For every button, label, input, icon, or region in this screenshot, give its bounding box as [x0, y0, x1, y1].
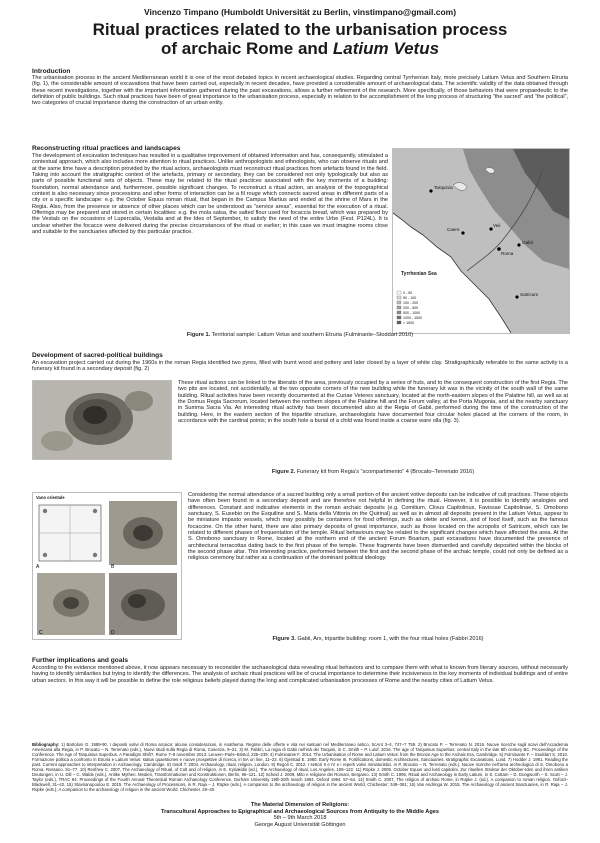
- panel-title: Vano orientale: [36, 495, 65, 500]
- figure-2-svg: [33, 381, 171, 459]
- label-satricum: Satricum: [520, 292, 539, 297]
- panel-letter-c: C: [39, 630, 43, 636]
- map-svg: [393, 149, 569, 333]
- title-line-2-italic: Latium Vetus: [332, 39, 440, 58]
- marker-gabii: [517, 243, 520, 246]
- figure-3-label: Figure 3.: [272, 636, 296, 642]
- bibliography-text: 1) Bartoloni G. 1989-90. I depositi votivi di Roma arcaica: alcune considerazioni, in Anathema. Regime delle offerte e vita nei santuari nel Mediterraneo antico, ScAnt 3–4, 747–7 759. 2) Brocato P. – Terrenato N. 2016. Nuove ricerche sugli scavi dell’Accademia Americana alla Regia, in P. Brocato – N. Terrenato (eds.), Nuovi studi sulla Regia di Roma, Cosenza, 9–21. 3) M. Fabbri, La regia di Gabii nell’età dei Tarquini, in C. Smith – P. Lulof. 2016. The age of Tarquinius Superbus: central Italy in the late 6th century BC. Proceedings of the Conference. The Age of Tarquinius Superbus, A Paradigm Shift?, Rome 7–9 november 2013. Leuven–Paris–Bristol, 225–239; 4) Fulminante F. 2014. The Urbanisation of Rome and Latium Vetus: from the Bronze Age to the Archaic Era, Cambridge. 5) Fulminante F. – Stoddart S. 2010. Formazione politica a confronto in Etruria e Latium Vetus: status quaestiones e nuove prospettive di ricerca, in BA on line, 11–22. 6) Gjerstad E. 1960. Early Rome III. Fortifications, domestic Architectures, Sanctuaries, stratigraphic Excavations, Lund. 7) Hodder J. 1991. Reading the past. Current approaches to interpretation in Archaeology, Cambridge. 8) Insoll T. 2004. Archaeology, ritual, religion. London. 9) Regoli C. 2012. I settori II e IV e i reperti votivi miniaturistici. in P. Brocato – N. Terrenato (eds.), Nuove ricerche nell’area archeologica di S. Omobono a Roma. Rossano. 51–77. 10) Renfrew C. 2007, The Archaeology of Ritual, of Cult and of religion, in E. Kyriakidis (ed.), The Archaeology of ritual, Los Angeles, 109–122. 11) Rüpke J. 2009. October Equus und lusti capitolini. Zur rituellen Struktur der Oktober-Iden und ihren antiken Deutungen, in U. Dill – C. Walde (eds.), Antike Mythen. Medien, Transformationen und Konstruktionen, Berlin, 96–121. 12) Scheid J. 2009, Mito e religione dei Romani, Bergamo. 13) Smith C. 1996, Ritual and Archaeology in Early Latium, in S. Cottam – D. Dungworth – S. Scott – J. Taylor (eds.), TRAC 94: Proceedings of the Fourth Annual Theoretical Roman Archaeology Conference. Durham University 19th-20th march 1994. Oxford 1994. 57–64. 14) Smith C. 2007, The religion of archaic Rome, in Rüpke J. (ed.), A companion to roman religion. Oxford–Blackwell, 31–42. 15) Stavrianopoulou E. 2015. The Archaeology of Processions, in R. Raja – J. Rüpke (eds.), A companion to the archaeology of religion in the ancient World, Chichester: 349–361; 16) Van Andringa W. 2015, The Archaeology of ancient Sanctuaries, in R. Raja – J. Rüpke (eds.), A companion to the archaeology of religion in the ancient World. Chichester. 29–40.: [32, 742, 569, 792]
- bibliography: [32, 742, 568, 792]
- figure-1-label: Figure 1.: [186, 332, 211, 338]
- label-roma: Roma: [501, 251, 514, 256]
- poster-title: [0, 20, 600, 58]
- footer-line-3: 5th – 9th March 2018: [273, 815, 327, 822]
- panel-letter-b: B: [111, 564, 115, 570]
- svg-text:100 - 200: 100 - 200: [403, 300, 419, 305]
- further-text: According to the evidence mentioned above, it now appears necessary to reconsider the archaeological data revealing ritual behaviors and to compare them with what is known from literary sources, without necessarily having to identify similarities but trying to identify the differences. The analysis of archaic ritual practices will be of crucial importance to determine their incisiveness in the key moments of individual buildings and of entire urban sectors. In this way it will be possible to define the role religious beliefs played during the long and complicated urbanisation processes of Rome and the nearby cities of Latium Vetus.: [32, 665, 568, 684]
- svg-text:50 - 100: 50 - 100: [403, 295, 417, 300]
- title-line-2: [0, 39, 600, 58]
- further-heading: Further implications and goals: [32, 657, 128, 664]
- figure-2-label: Figure 2.: [271, 469, 296, 475]
- intro-text: The urbanisation process in the ancient Mediterranean world it is one of the most debated topics in recent archaeological studies. Regarding central Tyrrhenian Italy, more precisely Latium Vetus and Southern Etruria (fig. 1), the considerable amount of excavations that have been carried out, especially in recent decades, have provided a considerable amount of archaeological data. The scientific validity of the data obtained through these recent investigations, together with the important information gathered during the past excavations, allows a further refinement of the research. More specifically, of those behaviors that were propaedeutic to the definition of public buildings. Such ritual practices have been of great importance to the urbanisation process, especially in relation to the accomplishment of the long process of structuring “the sacred” and “the political”, two categories of crucial importance during the construction of an urban entity.: [32, 75, 568, 107]
- figure-2-photo: [32, 380, 172, 460]
- label-tarquinia: Tarquinia: [434, 185, 453, 190]
- panel-letter-a: A: [36, 564, 40, 570]
- marker-tarquinia: [429, 189, 432, 192]
- plan-drawing: [39, 505, 101, 561]
- label-veii: Veii: [493, 223, 501, 228]
- label-gabii: Gabii: [522, 240, 533, 245]
- figure-3-caption-text: Gabii, Arx, tripartite building: room 1, with the four ritual holes (Fabbri 2016): [297, 636, 484, 642]
- intro-heading: Introduction: [32, 68, 71, 75]
- footer-line-2: Transcultural Approaches to Epigraphical and Archaeological Sources from Antiquity to the Middle Ages: [161, 808, 439, 815]
- svg-text:200 - 500: 200 - 500: [403, 305, 419, 310]
- svg-text:500 - 1000: 500 - 1000: [403, 310, 421, 315]
- svg-text:0 - 50: 0 - 50: [403, 290, 413, 295]
- figure-3-panels: [32, 492, 182, 640]
- figure-1-map: [392, 148, 570, 334]
- figure-3-caption: [188, 636, 568, 642]
- label-caere: Caere: [447, 227, 460, 232]
- footer-line-1: The Material Dimension of Religions:: [250, 802, 350, 808]
- footer-line-4: George August Universität Göttingen: [254, 821, 346, 828]
- considering-text: Considering the normal attendance of a sacred building only a small portion of the ancient votive deposits can be indicative of cult practices. These objects have often been found in a secondary deposit and are therefore not helpful in defining the ritual. However, it is possible to identify analogies and differences. Constant and indicative elements in the roman archaic deposits (e.g. Comitium, Clivus Capitolinus, Favissae Capitolinae, S. Omobono sanctuary, S. Eusebio on the Esquiline and S. Maria della Vittoria on the Quirinal) as well as in almost all deposits present in the Latium Vetus, appear to be miniature impasto vessels, which may possibly be containers for food offerings, such as olette and kernoi, and of food itself, such as the famous focaccine. On the other hand, there are also primary deposits of great importance, such as those located on the acropolis of Satricum, which can be related to different phases of frequentation of the temple. Ritual behaviours may be related to the significant changes which have affected the area. At the S. Omobono sanctuary in Rome, located at the northern end of the ancient Forum Boarium, past excavations have documented the presence of architectural terracottas dating back to the first phase of the temple. These fragments have been dismantled and carefully deposited within the blocks of the second phase altar. This interesting practice, performed between the first and the second phase of the archaic temple, could not only be defined as a religious ceremony but rather as a continuation of the dominant political ideology.: [188, 492, 568, 562]
- svg-text:> 1500: > 1500: [403, 320, 415, 325]
- svg-text:1000 - 1500: 1000 - 1500: [403, 315, 423, 320]
- title-line-1: Ritual practices related to the urbanisation process: [92, 20, 508, 39]
- sea-label: Tyrrhenian Sea: [401, 271, 437, 277]
- marker-caere: [461, 231, 464, 234]
- figure-1-caption: [32, 332, 568, 338]
- sacred-text-full: An excavation project carried out during the 1960s in the roman Regia identified two pyres, filled with burnt wood and pottery and later closed by a layer of white clay. Stratigraphically referable to the same activity is a funerary kit found in a secondary deposit (fig. 2): [32, 360, 568, 373]
- figure-2-caption-text: Funerary kit from Regia’s “scompartimento” 4 (Brocato–Terrenato 2016): [296, 469, 475, 475]
- figure-1-caption-text: Territorial sample: Latium Vetus and southern Etruria (Fulminante–Stoddart 2010): [211, 332, 414, 338]
- sacred-heading: Development of sacred-political buildings: [32, 352, 163, 359]
- reconstructing-text: The development of excavation techniques has resulted in a qualitative improvement of obtained information and has, consequently, stimulated a contextual approach, which also includes more attention to ritual practices. Unlike anthropologists and ethnologists, who can observe rituals and at the same time have a description provided by the ritual actors, archaeologists must reconstruct ritual practices from artefacts found in the field. Taking into account the stratigraphic context of the artefacts, primary or secondary, they can be considered not only typologically but also as parts of possible functional sets of objects. These may be related to the ritual practices associated with the key moments of a building: foundation, normal attendance and, furthermore, possible significant changes. To reconstruct a ritual action, an analysis of the topographical context is also necessary since processions and other forms of interaction can be a fil rouge which connects sacred areas in different parts of a city or a specific landscape: e.g. the October Equus roman ritual, that began in the Campus Martius and ended at the shrine of Mars in the Regia. Also, from the presence or absence of other places which can be understood as “service areas”, essential for the execution of a ritual. Offerings may be prepared and stored in certain localities: e.g. the mola salsa, the salted flour used for focaccia bread, which was prepared by the Vestals on the occasions of Lupercalia, Vestalia and at the Ides of September, to satisfy the need of the entire Urbe (Fest. P124L). It is unclear whether the focacce were delivered during the precise circumstances of the ritual or earlier; in this case we must imagine rooms close and suitable to the sanctuaries affected by this particular practice.: [32, 153, 388, 236]
- panel-letter-d: D: [111, 630, 115, 636]
- figure-3-svg: [33, 493, 181, 639]
- reconstructing-heading: Reconstructing ritual practices and landscapes: [32, 145, 181, 152]
- footer: [0, 802, 600, 828]
- marker-satricum: [515, 295, 518, 298]
- figure-2-caption: [178, 469, 568, 475]
- author-line: Vincenzo Timpano (Humboldt Universität zu Berlin, vinstimpano@gmail.com): [143, 7, 457, 17]
- title-line-2-prefix: of archaic Rome and: [160, 39, 329, 58]
- bibliography-label: Bibliography:: [32, 742, 60, 747]
- sacred-text-right: These ritual actions can be linked to the liberatio of the area, previously occupied by a series of huts, and to the consequent construction of the first Regia. The two pits are located, not accidentally, at the two opposite corners of the new building while the funerary kit was in the vicinity of the south wall of the same building. Ritual activities have been recently documented at the Curiae Veteres sanctuary, located at the north-eastern slopes of the Palatine hill, as well as at the Domus Regia Sacrorum, located between the northern slopes of the Palatine hill and the Forum valley, at the Porta Mugonia, and at the nearby sanctuary in Summa Sacra Via. An interesting ritual activity has been documented also at the Regia of Gabii, performed during the time of the construction of the building. Here, in the eastern section of the tripartite structure, archaeologists have documented four circular holes placed at the corners of the room, in accordance with the cardinal points; in the south hole a burial of a child was found inside a coarse ware olla (fig. 3).: [178, 380, 568, 425]
